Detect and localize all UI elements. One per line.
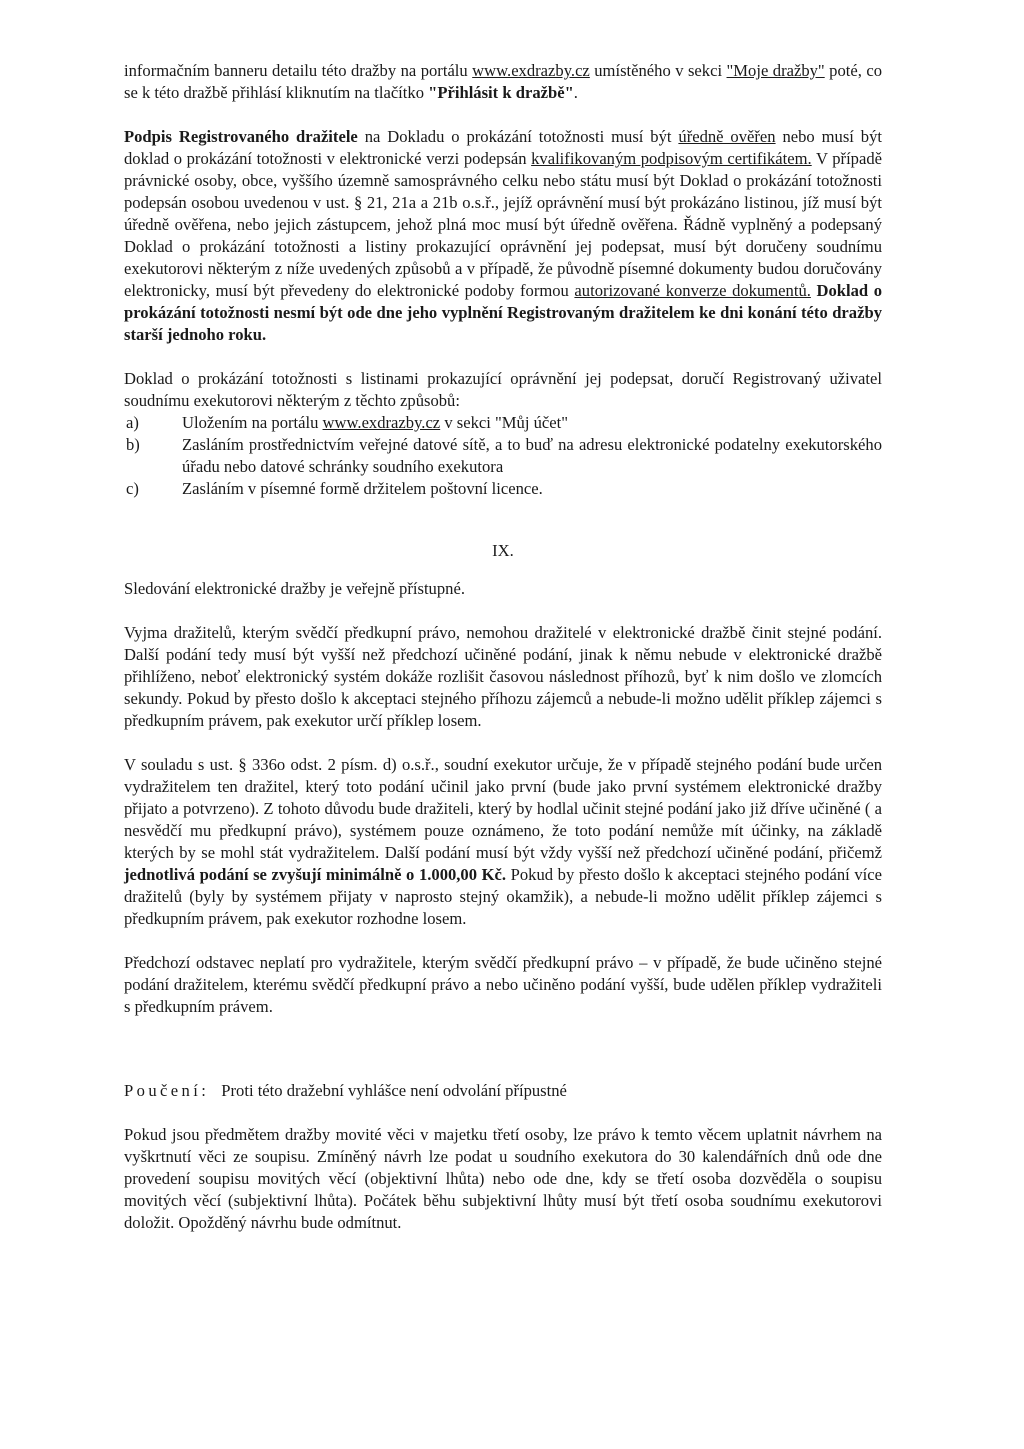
underlined-text: kvalifikovaným podpisovým certifikátem. — [531, 149, 812, 168]
paragraph-public: Sledování elektronické dražby je veřejně přístupné. — [124, 579, 465, 598]
text: Zasláním prostřednictvím veřejné datové sítě, a to buď na adresu elektronické podatelny exekutorského úřadu nebo datové schránky soudního exekutora — [182, 435, 882, 476]
text: nebo musí být doklad o prokázání totožnosti v elektronické verzi podepsán — [124, 127, 882, 168]
document-page — [124, 60, 882, 1234]
paragraph-equal-bids — [124, 754, 882, 930]
exdrazby-link[interactable]: www.exdrazby.cz — [322, 413, 441, 432]
text: na Dokladu o prokázání totožnosti musí být — [357, 127, 679, 146]
text: informačním banneru detailu této dražby na portálu — [124, 61, 473, 80]
text: Uložením na portálu — [182, 413, 323, 432]
list-item — [124, 478, 882, 500]
prihlasit-button-label: "Přihlásit k dražbě" — [428, 83, 574, 102]
paragraph-third-party: Pokud jsou předmětem dražby movité věci v majetku třetí osoby, lze právo k temto věcem uplatnit návrhem na vyškrtnutí věci ze soupisu. Zmíněný návrh lze podat u soudního exekutora do 30 kalendářních dnů ode dne provedení soupisu movitých věcí (objektivní lhůta) nebo ode dne, kdy se třetí osoba dozvěděla o soupisu movitých věcí (subjektivní lhůta). Počátek běhu subjektivní lhůty musí být třetí osoba soudnímu exekutorovi doložit. Opožděný návrhu bude odmítnut. — [124, 1125, 882, 1232]
delivery-methods-list — [124, 412, 882, 500]
section-heading-ix: IX. — [492, 541, 514, 560]
paragraph-signature — [124, 126, 882, 346]
underlined-text: úředně ověřen — [678, 127, 776, 146]
instruction-row — [124, 1080, 882, 1102]
list-item — [124, 412, 882, 434]
text: Zasláním v písemné formě držitelem poštovní licence. — [182, 479, 543, 498]
moje-drazby-link: "Moje dražby" — [726, 61, 825, 80]
paragraph-preemption: Předchozí odstavec neplatí pro vydražitele, kterým svědčí předkupní právo – v případě, že bude učiněno stejné podání dražitelem, kterému svědčí předkupní právo a nebo učiněno podání vyšší, bude udělen příklep vydražiteli s předkupním právem. — [124, 953, 882, 1016]
bold-text: Podpis Registrovaného dražitele — [124, 127, 358, 146]
text: poté, co se k této dražbě přihlásí kliknutím na tlačítko — [124, 61, 882, 102]
list-marker: c) — [126, 479, 139, 498]
list-marker: a) — [126, 413, 139, 432]
list-marker: b) — [126, 435, 140, 454]
text: . — [573, 83, 578, 102]
bold-text: jednotlivá podání se zvyšují minimálně o 1.000,00 Kč. — [124, 865, 507, 884]
text: V souladu s ust. § 336o odst. 2 písm. d) o.s.ř., soudní exekutor určuje, že v případě stejného podání bude určen vydražitelem ten dražitel, který toto podání učinil jako první (bude jako první systémem elektronické dražby přijato a potvrzeno). Z tohoto důvodu bude dražiteli, který by hodlal učinit stejné podání jako již dříve učiněné ( a nesvědčí mu předkupní právo), systémem pouze oznámeno, že toto podání nemůže mít účinky, na základě kterých by se mohl stát vydražitelem. Další podání musí být vždy vyšší než předchozí učiněné podání, přičemž — [124, 755, 882, 862]
bold-text: Doklad o prokázání totožnosti nesmí být ode dne jeho vyplnění Registrovaným dražitelem ke dni konání této dražby starší jednoho roku. — [124, 281, 882, 344]
instruction-label: Poučení: — [124, 1081, 210, 1100]
text: Pokud by přesto došlo k akceptaci stejného podání více dražitelů (byly by systémem přijaty v naprosto stejný okamžik), a nebude-li možno udělit příklep zájemci s předkupním právem, pak exekutor rozhodne losem. — [124, 865, 882, 928]
instruction-text: Proti této dražební vyhlášce není odvolání přípustné — [221, 1081, 567, 1100]
underlined-text: autorizované konverze dokumentů. — [574, 281, 811, 300]
paragraph-registration-info — [124, 60, 882, 104]
text: v sekci "Můj účet" — [440, 413, 569, 432]
text: V případě právnické osoby, obce, vyššího územně samosprávného celku nebo státu musí být Doklad o prokázání totožnosti podepsán osobou uvedenou v ust. § 21, 21a a 21b o.s.ř., jejíž oprávnění musí být prokázáno listinou, jíž musí být úředně ověřena, nebo jejich zástupcem, jehož plná moc musí být úředně ověřena. Řádně vyplněný a podepsaný Doklad o prokázání totožnosti a listiny prokazující oprávnění jej podepsat, musí být doručeny soudnímu exekutorovi některým z níže uvedených způsobů a v případě, že původně písemné dokumenty budou doručovány elektronicky, musí být převedeny do elektronické podoby formou — [124, 149, 883, 300]
paragraph-delivery-intro: Doklad o prokázání totožnosti s listinami prokazující oprávnění jej podepsat, doručí Registrovaný uživatel soudnímu exekutorovi některým z těchto způsobů: — [124, 369, 882, 410]
list-item — [124, 434, 882, 478]
text: umístěného v sekci — [589, 61, 727, 80]
exdrazby-link[interactable]: www.exdrazby.cz — [472, 61, 590, 80]
paragraph-bids: Vyjma dražitelů, kterým svědčí předkupní právo, nemohou dražitelé v elektronické dražbě činit stejné podání. Další podání tedy musí být vyšší než předchozí učiněné podání, jinak k němu nebude v elektronické dražbě přihlíženo, neboť elektronický systém dokáže rozlišit časovou následnost příhozů, byť k nim došlo ve zlomcích sekundy. Pokud by přesto došlo k akceptaci stejného příhozu zájemců a nebude-li možno udělit příklep zájemci s předkupním právem, pak exekutor určí příklep losem. — [124, 623, 882, 730]
